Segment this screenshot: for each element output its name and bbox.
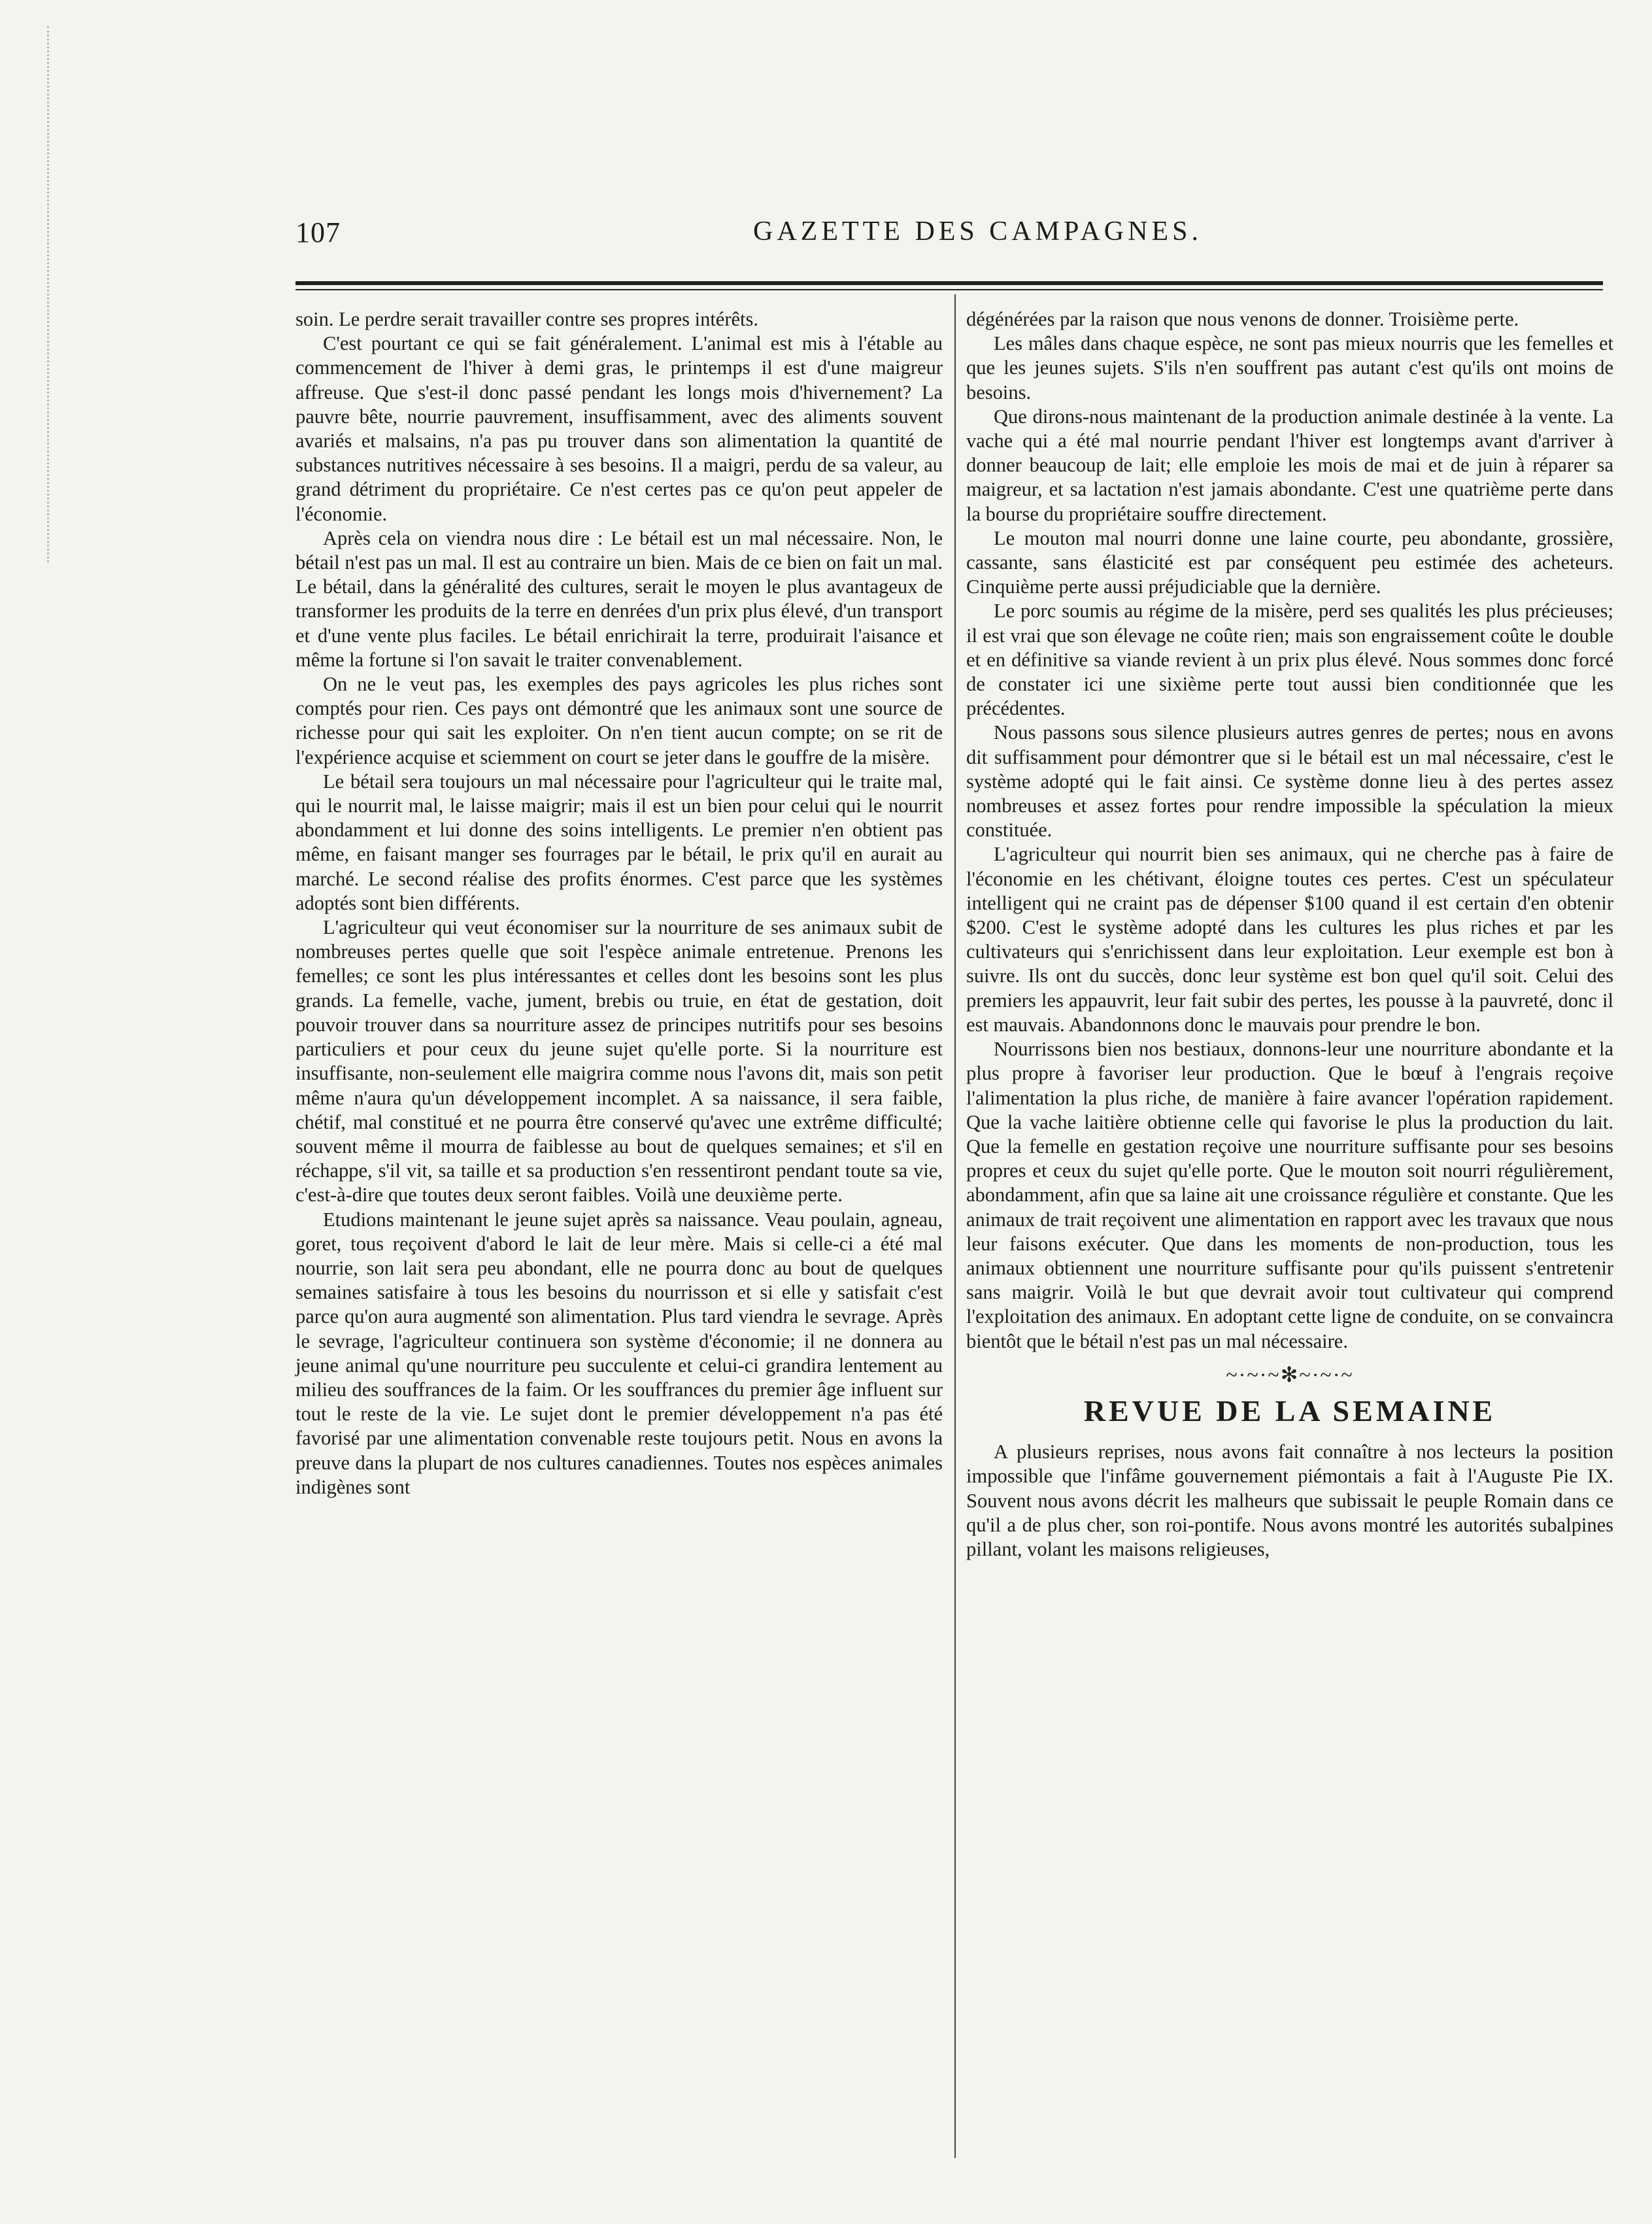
journal-title: GAZETTE DES CAMPAGNES. — [753, 216, 1202, 247]
left-column — [295, 307, 943, 1499]
paragraph: On ne le veut pas, les exemples des pays agricoles les plus riches sont comptés pour rien. Ces pays ont démontré que les animaux sont une source de richesse pour qui sait les exploiter. On n'en tient aucun compte; on se rit de l'expérience acquise et sciemment on court se jeter dans le gouffre de la misère. — [295, 673, 943, 768]
paragraph: Nourrissons bien nos bestiaux, donnons-leur une nourriture abondante et la plus propre à favoriser leur production. Que le bœuf à l'engrais reçoive l'alimentation la plus riche, de manière à faire avancer l'opération rapidement. Que la vache laitière obtienne celle qui favorise le plus la production du lait. Que la femelle en gestation reçoive une nourriture suffisante pour ses besoins propres et ceux du sujet qu'elle porte. Que le mouton soit nourri régulièrement, abondamment, afin que sa laine ait une croissance régulière et constante. Que les animaux de trait reçoivent une alimentation en rapport avec les travaux que nous leur faisons exécuter. Que dans les moments de non-production, tous les animaux obtiennent une nourriture suffisante pour qu'ils puissent s'entretenir sans maigrir. Voilà le but que devrait avoir tout cultivateur qui comprend l'exploitation des animaux. En adoptant cette ligne de conduite, on se convaincra bientôt que le bétail n'est pas un mal nécessaire. — [966, 1038, 1613, 1352]
column-divider — [954, 294, 956, 2158]
paragraph: Que dirons-nous maintenant de la production animale destinée à la vente. La vache qui a été mal nourrie pendant l'hiver est longtemps avant d'arriver à donner beaucoup de lait; elle emploie les mois de mai et de juin à réparer sa maigreur, et sa lactation n'est jamais abondante. C'est une quatrième perte dans la bourse du propriétaire souffre directement. — [966, 405, 1613, 525]
paragraph: soin. Le perdre serait travailler contre ses propres intérêts. — [295, 308, 758, 330]
paragraph: Le bétail sera toujours un mal nécessaire pour l'agriculteur qui le traite mal, qui le nourrit mal, le laisse maigrir; mais il est un bien pour celui qui le nourrit abondamment et lui donne des soins intelligents. Le premier n'en obtient pas même, en faisant manger ses fourrages par le bétail, le prix qu'il en aurait au marché. Le second réalise des profits énormes. C'est parce que les systèmes adoptés sont bien différents. — [295, 770, 943, 914]
paragraph: Le mouton mal nourri donne une laine courte, peu abondante, grossière, cassante, sans élasticité est par conséquent peu estimée des acheteurs. Cinquième perte aussi préjudiciable que la dernière. — [966, 526, 1613, 598]
paragraph: L'agriculteur qui veut économiser sur la nourriture de ses animaux subit de nombreuses pertes quelle que soit l'espèce animale entretenue. Prenons les femelles; ce sont les plus intéressantes et celles dont les besoins sont les plus grands. La femelle, vache, jument, brebis ou truie, en état de gestation, doit pouvoir trouver dans sa nourriture assez de principes nutritifs pour ses besoins particuliers et pour ceux du jeune sujet qu'elle porte. Si la nourriture est insuffisante, non-seulement elle maigrira comme nous l'avons dit, mais son petit même n'aura qu'un développement incomplet. A sa naissance, il sera faible, chétif, mal constitué et ne pourra être conservé qu'avec une extrême difficulté; souvent même il mourra de faiblesse au bout de quelques semaines; et s'il en réchappe, s'il vit, sa taille et sa production s'en ressentiront pendant toute sa vie, c'est-à-dire que toutes deux seront faibles. Voilà une deuxième perte. — [295, 916, 943, 1206]
section-heading: REVUE DE LA SEMAINE — [1083, 1394, 1496, 1428]
header-rule-thin — [295, 289, 1603, 290]
ornament-divider: ~·~·~✻~·~·~ — [1226, 1362, 1354, 1386]
paragraph: Les mâles dans chaque espèce, ne sont pas mieux nourris que les femelles et que les jeunes sujets. S'ils n'en souffrent pas autant c'est qu'ils ont moins de besoins. — [966, 332, 1613, 403]
paragraph: C'est pourtant ce qui se fait généralement. L'animal est mis à l'étable au commencement de l'hiver à demi gras, le printemps il est d'une maigreur affreuse. Que s'est-il donc passé pendant les longs mois d'hivernement? La pauvre bête, nourrie pauvrement, insuffisamment, avec des aliments souvent avariés et malsains, n'a pas pu trouver dans son alimentation la quantité de substances nutritives nécessaire à ses besoins. Il a maigri, perdu de sa valeur, au grand détriment du propriétaire. Ce n'est certes pas ce qu'on peut appeler de l'économie. — [295, 332, 943, 525]
paragraph: Le porc soumis au régime de la misère, perd ses qualités les plus précieuses; il est vrai que son élevage ne coûte rien; mais son engraissement coûte le double et en définitive sa viande revient à un prix plus élevé. Nous sommes donc forcé de constater ici une sixième perte tout aussi bien conditionnée que les précédentes. — [966, 600, 1613, 720]
paragraph: Nous passons sous silence plusieurs autres genres de pertes; nous en avons dit suffisamment pour démontrer que si le bétail est un mal nécessaire, c'est le système adopté qui le fait ainsi. Ce système donne lieu à des pertes assez nombreuses et assez fortes pour rendre impossible la spéculation la mieux constituée. — [966, 721, 1613, 842]
paragraph: L'agriculteur qui nourrit bien ses animaux, qui ne cherche pas à faire de l'économie en les chétivant, éloigne toutes ces pertes. C'est un spéculateur intelligent qui ne craint pas de dépenser $100 quand il est certain d'en obtenir $200. C'est le système adopté dans les cultures les plus riches et par les cultivateurs qui s'enrichissent dans leur exploitation. Leur exemple est bon à suivre. Ils ont du succès, donc leur système est bon quel qu'il soit. Celui des premiers les appauvrit, leur fait subir des pertes, les pousse à la pauvreté, donc il est mauvais. Abandonnons donc le mauvais pour prendre le bon. — [966, 843, 1613, 1036]
right-column — [966, 307, 1613, 1562]
margin-dotted-line — [47, 26, 49, 562]
paragraph: A plusieurs reprises, nous avons fait connaître à nos lecteurs la position impossible que l'infâme gouvernement piémontais a fait à l'Auguste Pie IX. Souvent nous avons décrit les malheurs que subissait le peuple Romain dans ce qu'il a de plus cher, son roi-pontife. Nous avons montré les autorités subalpines pillant, volant les maisons religieuses, — [966, 1441, 1613, 1560]
page-number: 107 — [295, 216, 341, 248]
header-rule-thick — [295, 281, 1603, 285]
paragraph: dégénérées par la raison que nous venons de donner. Troisième perte. — [966, 308, 1519, 330]
paragraph: Après cela on viendra nous dire : Le bétail est un mal nécessaire. Non, le bétail n'est pas un mal. Il est au contraire un bien. Mais de ce bien on fait un mal. Le bétail, dans la généralité des cultures, serait le moyen le plus avantageux de transformer les produits de la terre en denrées d'un prix plus élevé, d'un transport et d'une vente plus faciles. Le bétail enrichirait la terre, produirait l'aisance et même la fortune si l'on savait le traiter convenablement. — [295, 526, 943, 671]
paragraph: Etudions maintenant le jeune sujet après sa naissance. Veau poulain, agneau, goret, tous reçoivent d'abord le lait de leur mère. Mais si celle-ci a été mal nourrie, son lait sera peu abondant, elle ne pourra donc au bout de quelques semaines satisfaire à tous les besoins du nourrisson et si elle y satisfait c'est parce qu'on aura augmenté son alimentation. Plus tard viendra le sevrage. Après le sevrage, l'agriculteur continuera son système d'économie; il ne donnera au jeune animal qu'une nourriture peu succulente et celui-ci grandira lentement au milieu des souffrances de la faim. Or les souffrances du premier âge influent sur tout le reste de la vie. Le sujet dont le premier développement n'a pas été favorisé par une alimentation convenable reste toujours petit. Nous en avons la preuve dans la plupart de nos cultures canadiennes. Toutes nos espèces animales indigènes sont — [295, 1208, 943, 1498]
page-header — [295, 216, 1603, 255]
